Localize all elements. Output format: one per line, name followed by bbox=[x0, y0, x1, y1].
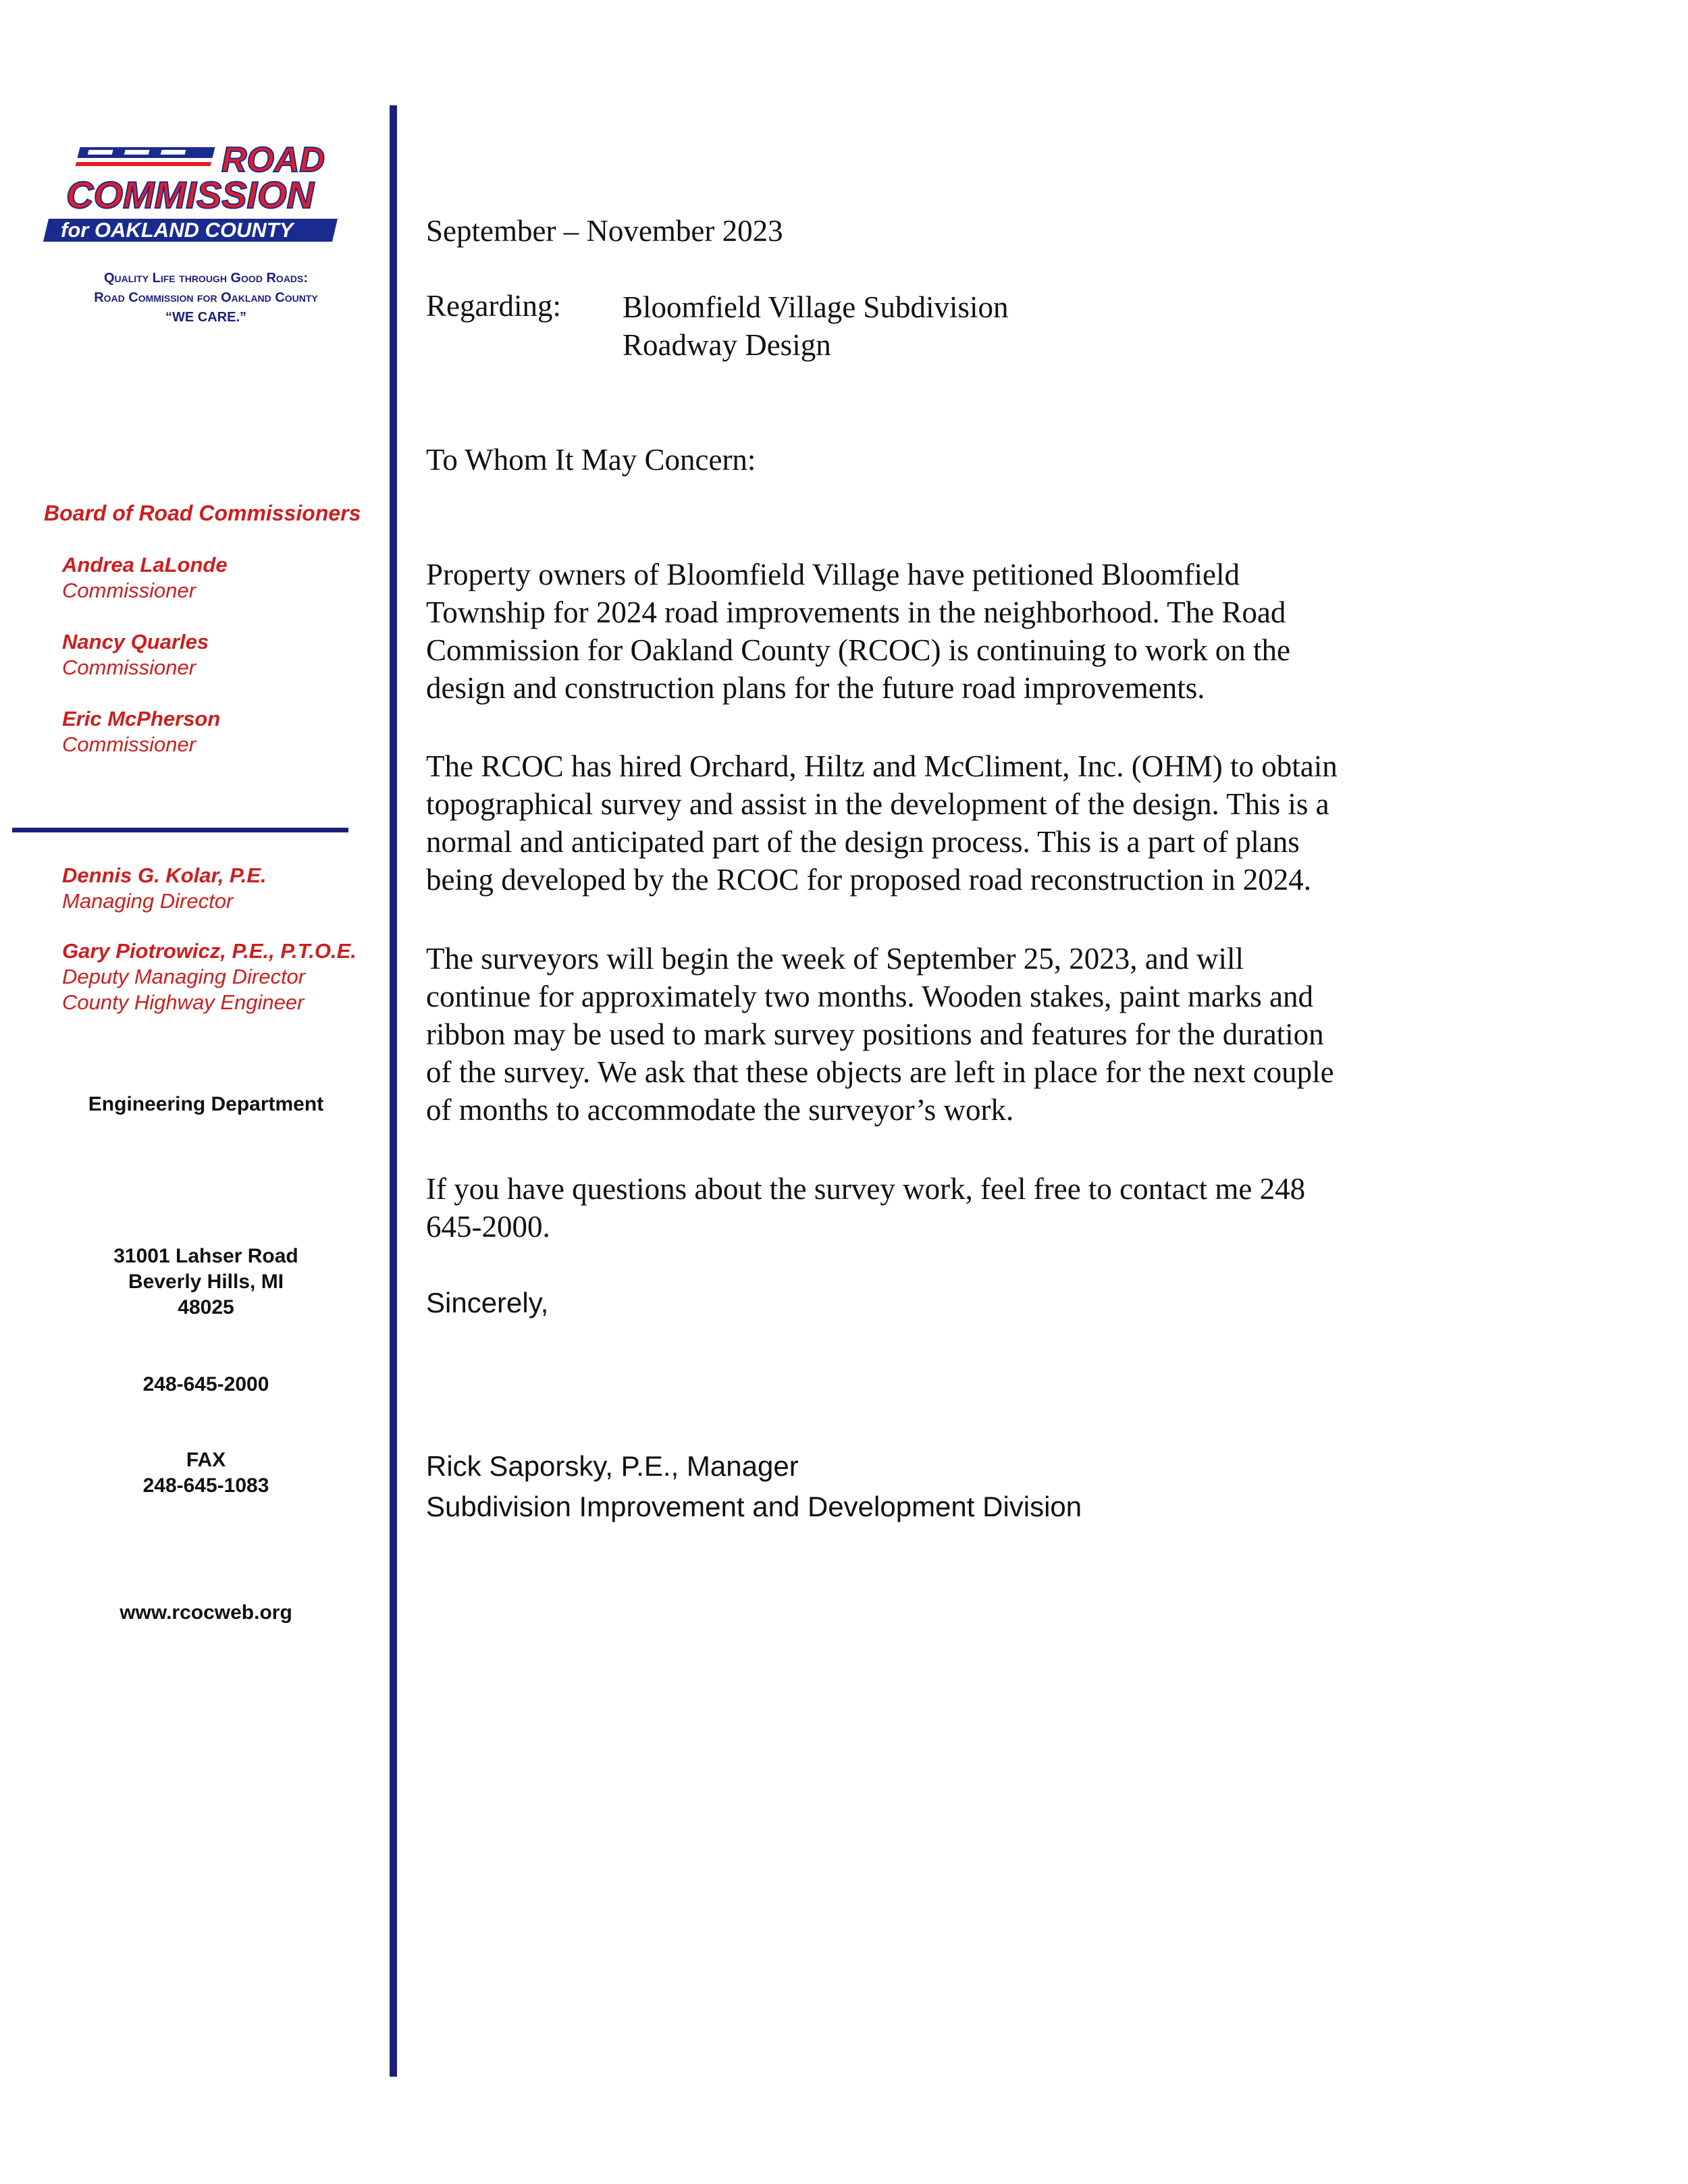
managing-director bbox=[62, 863, 267, 914]
signer-name: Rick Saporsky, P.E., Manager bbox=[426, 1450, 799, 1482]
paragraph-line: 645-2000. bbox=[426, 1210, 550, 1244]
paragraph-line: of months to accommodate the surveyor’s work. bbox=[426, 1093, 1014, 1127]
closing: Sincerely, bbox=[426, 1287, 549, 1319]
regarding-label: Regarding: bbox=[426, 289, 561, 323]
commissioner-name: Nancy Quarles bbox=[62, 630, 209, 654]
address-city: Beverly Hills, MI bbox=[128, 1271, 284, 1293]
fax bbox=[27, 1447, 385, 1499]
salutation: To Whom It May Concern: bbox=[426, 443, 756, 477]
address bbox=[27, 1244, 385, 1321]
paragraph-line: Township for 2024 road improvements in the neighborhood. The Road bbox=[426, 595, 1286, 629]
website-link[interactable]: www.rcocweb.org bbox=[120, 1601, 292, 1624]
commissioner bbox=[62, 552, 228, 604]
commissioner bbox=[62, 629, 209, 681]
director-title-2: County Highway Engineer bbox=[62, 990, 305, 1014]
director-name: Dennis G. Kolar, P.E. bbox=[62, 863, 267, 887]
commissioner-title: Commissioner bbox=[62, 656, 196, 679]
tagline-line: Quality Life through Good Roads: bbox=[103, 271, 309, 286]
logo-commission-text: COMMISSION bbox=[66, 174, 315, 216]
fax-number: 248-645-1083 bbox=[142, 1474, 269, 1497]
commissioner-name: Andrea LaLonde bbox=[62, 553, 228, 577]
signature-block bbox=[426, 1446, 1082, 1527]
tagline-line: “WE CARE.” bbox=[165, 310, 246, 325]
director-title: Deputy Managing Director bbox=[62, 965, 306, 988]
sidebar-divider bbox=[12, 828, 348, 832]
paragraph-line: If you have questions about the survey work, feel free to contact me 248 bbox=[426, 1172, 1306, 1206]
paragraph-line: The RCOC has hired Orchard, Hiltz and McCliment, Inc. (OHM) to obtain bbox=[426, 749, 1338, 783]
deputy-managing-director bbox=[62, 938, 357, 1015]
department: Engineering Department bbox=[88, 1093, 324, 1115]
logo-county-text: for OAKLAND COUNTY bbox=[61, 218, 294, 242]
commissioner-title: Commissioner bbox=[62, 733, 196, 756]
paragraph-line: continue for approximately two months. Wooden stakes, paint marks and bbox=[426, 980, 1314, 1013]
regarding-line: Roadway Design bbox=[623, 328, 831, 362]
paragraph-line: The surveyors will begin the week of September 25, 2023, and will bbox=[426, 942, 1244, 976]
paragraph-line: normal and anticipated part of the design process. This is a part of plans bbox=[426, 825, 1300, 859]
regarding-line: Bloomfield Village Subdivision bbox=[623, 290, 1009, 324]
commissioner bbox=[62, 706, 220, 757]
paragraph-line: of the survey. We ask that these objects are left in place for the next couple bbox=[426, 1055, 1334, 1089]
paragraph-line: Commission for Oakland County (RCOC) is continuing to work on the bbox=[426, 633, 1290, 667]
tagline-line: Road Commission for Oakland County bbox=[94, 290, 318, 305]
paragraph bbox=[426, 1170, 1439, 1246]
regarding-subject bbox=[623, 288, 1008, 364]
logo-road-stripes-icon bbox=[76, 147, 215, 166]
paragraph-line: ribbon may be used to mark survey positions and features for the duration bbox=[426, 1017, 1324, 1051]
logo-road-text: ROAD bbox=[221, 143, 325, 180]
fax-label: FAX bbox=[186, 1449, 226, 1471]
tagline bbox=[27, 269, 385, 327]
vertical-divider bbox=[390, 105, 397, 2077]
director-title: Managing Director bbox=[62, 889, 234, 913]
letter-date: September – November 2023 bbox=[426, 214, 783, 248]
paragraph-line: design and construction plans for the future road improvements. bbox=[426, 671, 1205, 705]
paragraph bbox=[426, 747, 1439, 899]
address-street: 31001 Lahser Road bbox=[113, 1245, 298, 1267]
paragraph-line: Property owners of Bloomfield Village have petitioned Bloomfield bbox=[426, 558, 1240, 591]
board-heading: Board of Road Commissioners bbox=[44, 501, 361, 525]
address-zip: 48025 bbox=[178, 1296, 234, 1319]
commissioner-name: Eric McPherson bbox=[62, 707, 221, 730]
rcoc-logo bbox=[41, 143, 365, 244]
paragraph bbox=[426, 556, 1439, 707]
paragraph-line: being developed by the RCOC for proposed road reconstruction in 2024. bbox=[426, 863, 1311, 897]
phone: 248-645-2000 bbox=[142, 1373, 269, 1395]
paragraph-line: topographical survey and assist in the development of the design. This is a bbox=[426, 787, 1329, 821]
paragraph bbox=[426, 940, 1439, 1129]
commissioner-title: Commissioner bbox=[62, 579, 196, 602]
director-name: Gary Piotrowicz, P.E., P.T.O.E. bbox=[62, 939, 357, 963]
signer-division: Subdivision Improvement and Development Division bbox=[426, 1491, 1082, 1522]
